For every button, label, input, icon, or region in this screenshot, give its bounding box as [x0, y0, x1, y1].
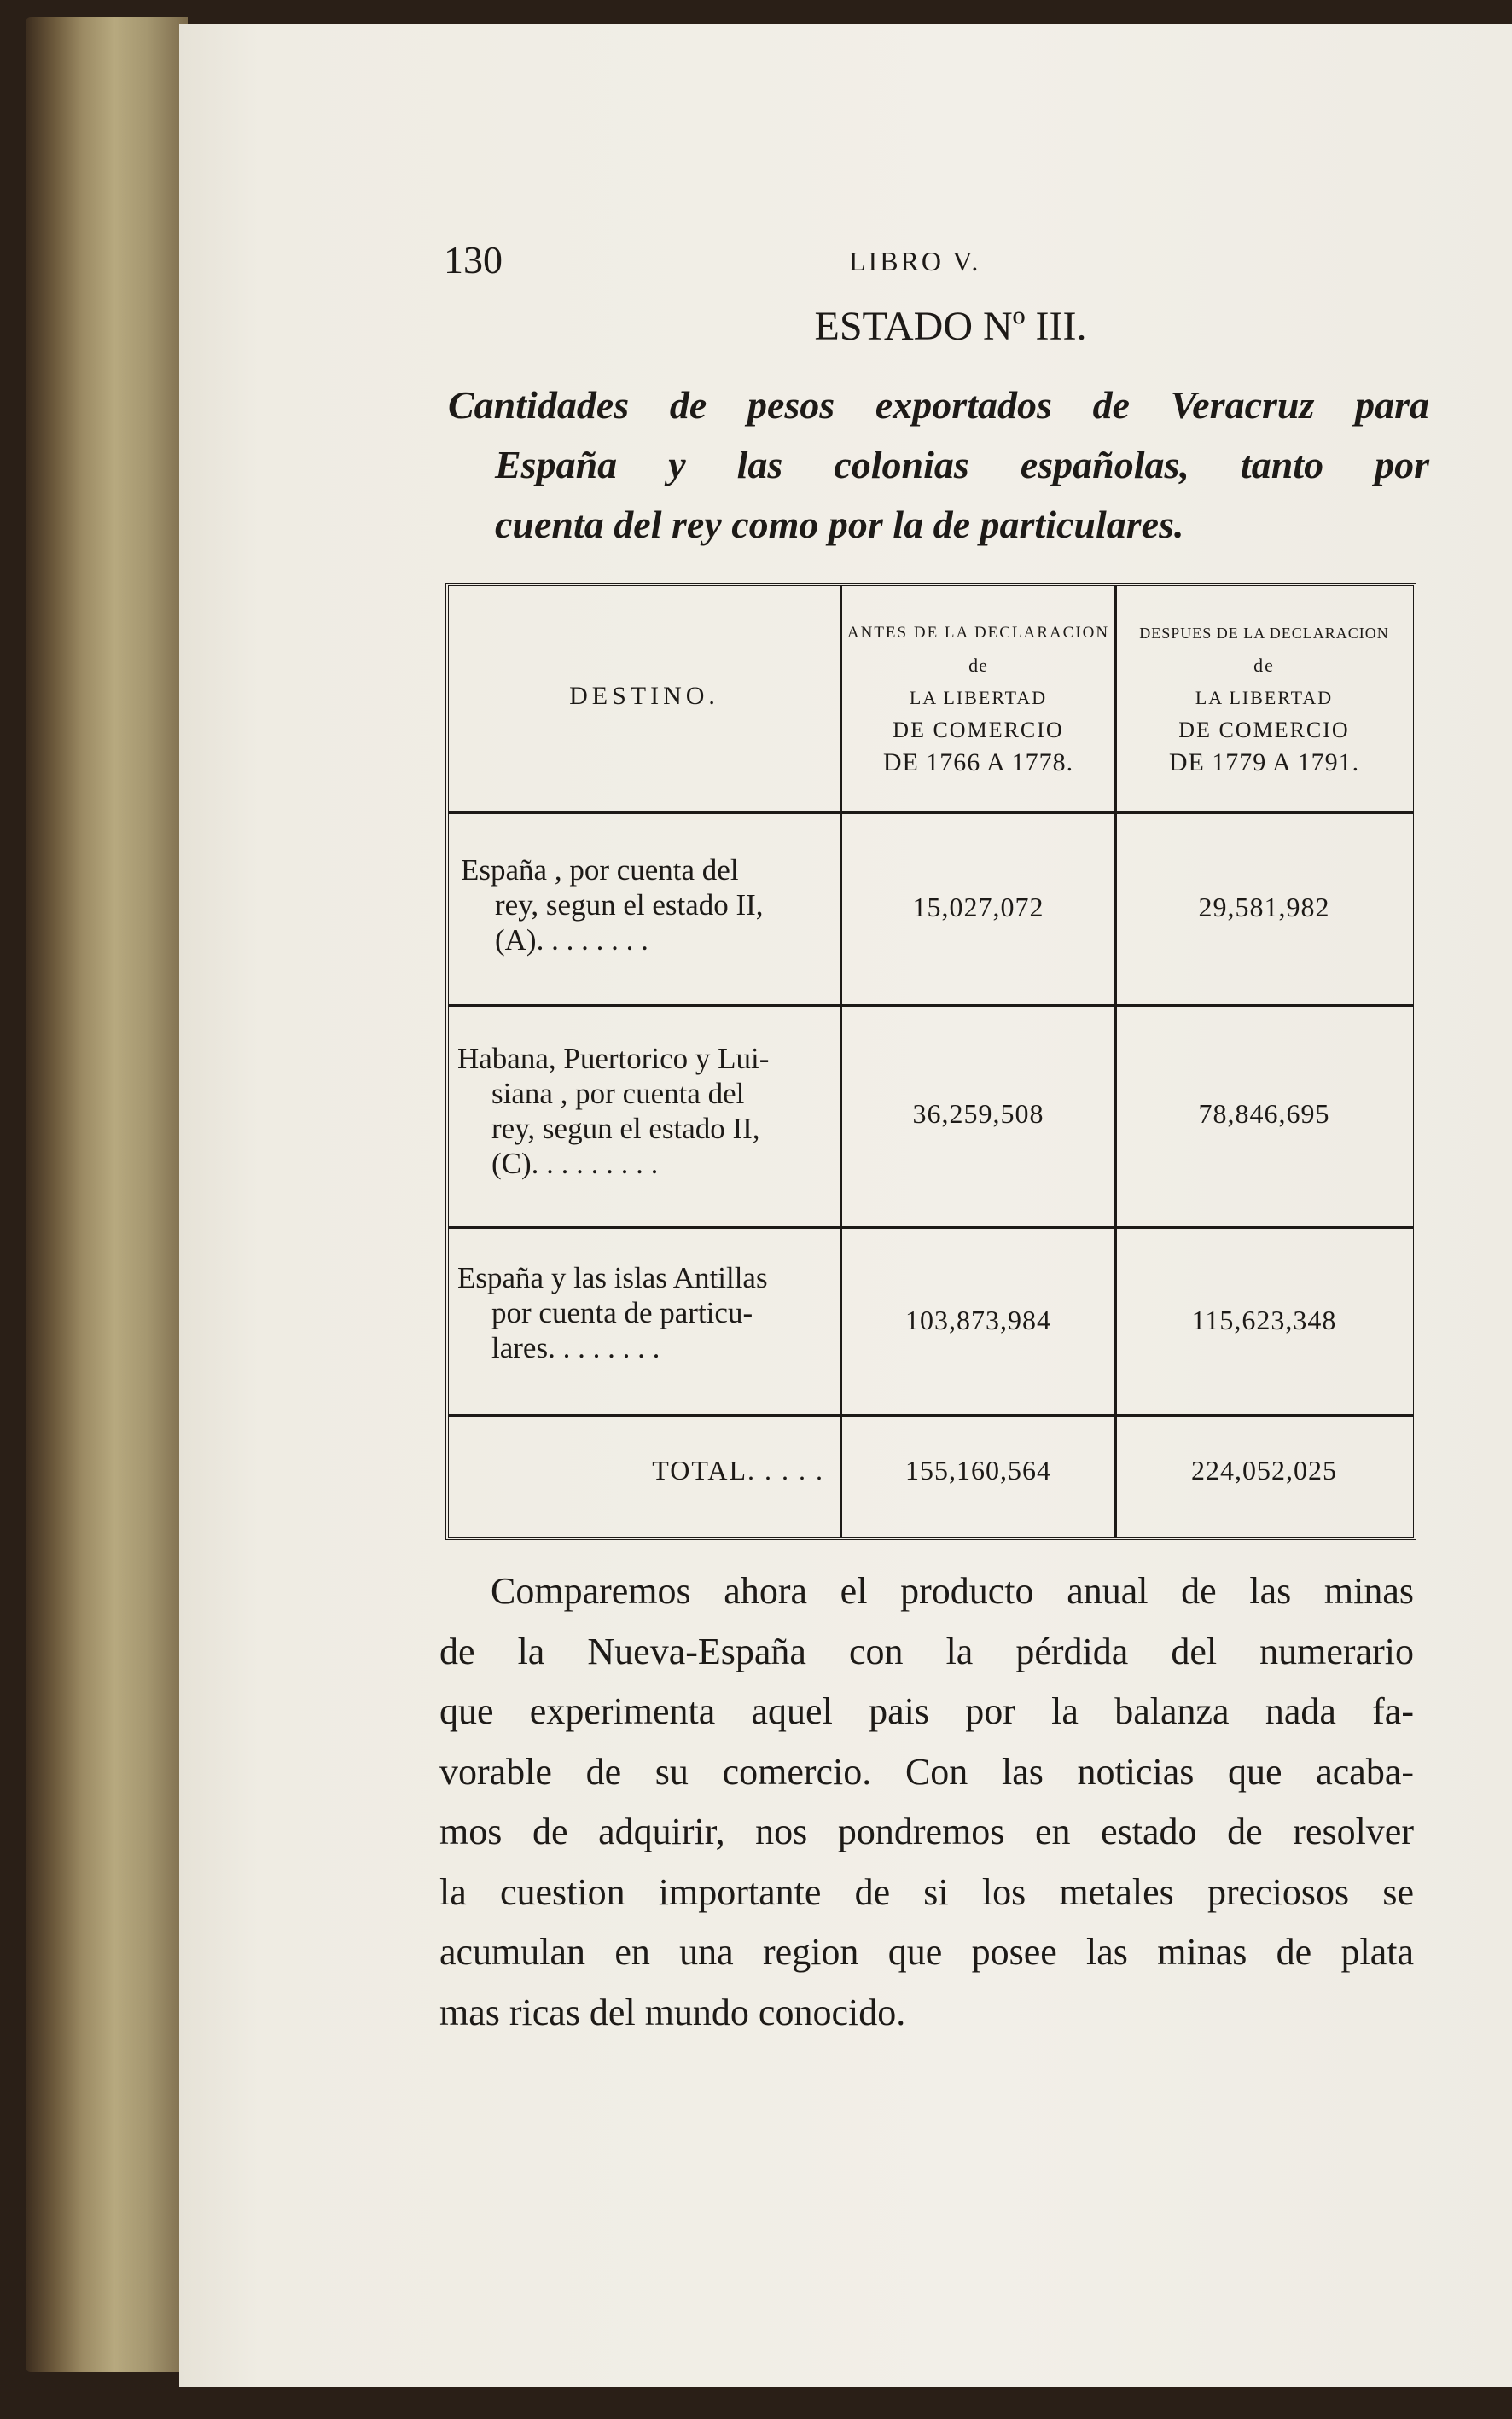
row1-value-before: 15,027,072: [912, 892, 1044, 922]
table-divider: [449, 811, 1413, 814]
col1-header-line: LA LIBERTAD: [909, 687, 1048, 708]
data-table: [445, 583, 1416, 1540]
body-line: mas ricas del mundo conocido.: [439, 1991, 906, 2033]
row3-value-after: 115,623,348: [1191, 1305, 1337, 1335]
col1-header-line: DE COMERCIO: [893, 718, 1064, 742]
row-label-espana-rey: [461, 852, 829, 957]
row1-value-after: 29,581,982: [1198, 892, 1330, 922]
caption-line: España y las colonias españolas, tanto por: [495, 443, 1429, 486]
row-label-line: siana , por cuenta del: [491, 1077, 745, 1110]
row-label-line: lares. . . . . . . .: [491, 1331, 660, 1364]
row2-value-after: 78,846,695: [1198, 1098, 1330, 1129]
table-divider: [449, 1004, 1413, 1007]
table-caption: [448, 375, 1429, 555]
col2-header-line: DESPUES DE LA DECLARACION: [1139, 625, 1389, 642]
col2-header-line: DE 1779 A 1791.: [1168, 748, 1360, 776]
caption-line: Cantidades de pesos exportados de Veracruz para: [448, 383, 1429, 427]
caption-line: cuenta del rey como por la de particulares.: [495, 503, 1184, 546]
col1-header-line: de: [968, 654, 988, 676]
col2-header-line: DE COMERCIO: [1178, 718, 1350, 742]
col2-header-line: de: [1253, 654, 1275, 676]
row-label-line: por cuenta de particu-: [491, 1296, 753, 1329]
body-paragraph: [439, 1561, 1414, 2043]
col1-header-line: DE 1766 A 1778.: [882, 748, 1074, 776]
running-head: LIBRO V.: [849, 246, 981, 276]
body-line: vorable de su comercio. Con las noticias que acaba-: [439, 1750, 1414, 1793]
destino-header: DESTINO.: [569, 682, 719, 710]
total-value-after: 224,052,025: [1191, 1455, 1337, 1486]
row2-value-before: 36,259,508: [912, 1098, 1044, 1129]
row-label-line: España , por cuenta del: [461, 853, 739, 887]
body-line: la cuestion importante de si los metales preciosos se: [439, 1870, 1414, 1913]
table-title: ESTADO Nº III.: [814, 304, 1087, 349]
row-label-line: Habana, Puertorico y Lui-: [457, 1042, 770, 1075]
row-label-line: rey, segun el estado II,: [495, 888, 764, 922]
row-label-habana: [457, 1041, 829, 1181]
page-number: 130: [444, 238, 503, 282]
row-label-line: (C). . . . . . . . .: [491, 1147, 659, 1180]
body-line: que experimenta aquel pais por la balanza nada fa-: [439, 1690, 1414, 1732]
book-page-edges: [26, 17, 188, 2372]
body-line: mos de adquirir, nos pondremos en estado de resolver: [439, 1811, 1414, 1852]
row-label-particulares: [457, 1260, 829, 1365]
total-value-before: 155,160,564: [905, 1455, 1051, 1486]
table-divider: [449, 1414, 1413, 1417]
col2-header-line: LA LIBERTAD: [1195, 687, 1334, 708]
row-label-line: España y las islas Antillas: [457, 1261, 768, 1294]
row3-value-before: 103,873,984: [905, 1305, 1051, 1335]
col1-header-line: ANTES DE LA DECLARACION: [846, 624, 1110, 642]
body-line: Comparemos ahora el producto anual de las minas: [491, 1570, 1414, 1612]
body-line: de la Nueva-España con la pérdida del numerario: [439, 1630, 1414, 1672]
table-divider: [449, 1226, 1413, 1229]
total-label: TOTAL. . . . .: [652, 1455, 824, 1486]
body-line: acumulan en una region que posee las minas de plata: [439, 1931, 1414, 1973]
row-label-line: (A). . . . . . . .: [495, 923, 648, 957]
col2-header: [1117, 617, 1411, 779]
col1-header: [842, 617, 1114, 779]
row-label-line: rey, segun el estado II,: [491, 1112, 760, 1145]
